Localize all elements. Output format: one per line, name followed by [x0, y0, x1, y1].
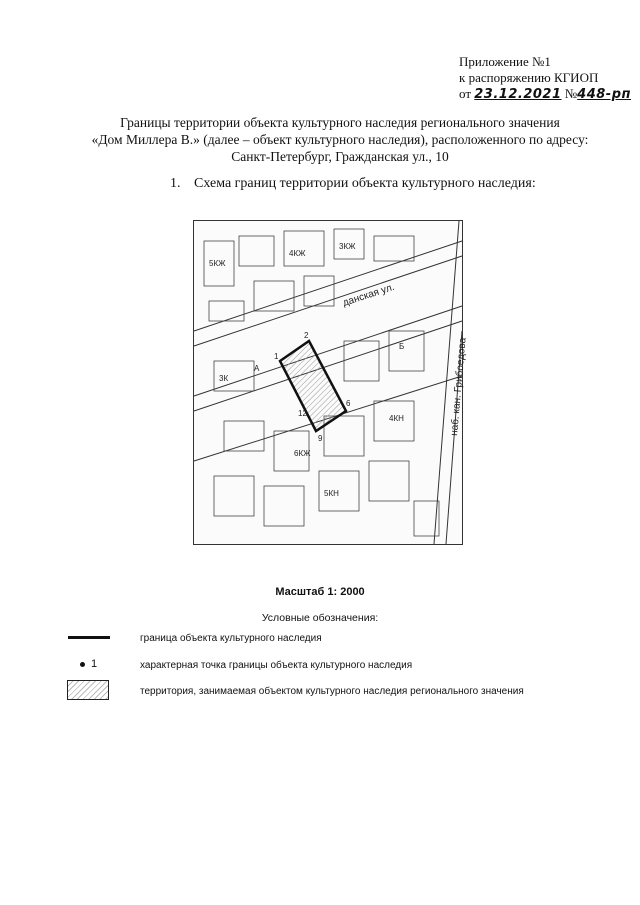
map-scale: Масштаб 1: 2000	[275, 586, 365, 598]
map-point-number: 2	[304, 331, 309, 340]
legend-symbol-area	[62, 680, 140, 702]
title-line-1: Границы территории объекта культурного наследия регионального значения	[120, 115, 560, 130]
map-building-label: Б	[399, 342, 405, 351]
map-building-label: 3К	[219, 374, 229, 383]
appendix-date: 23.12.2021	[474, 87, 562, 102]
point-dot-icon	[80, 662, 85, 667]
legend-point-label: 1	[91, 658, 98, 670]
legend-text: территория, занимаемая объектом культурного наследия регионального значения	[140, 685, 524, 697]
document-title	[60, 114, 620, 165]
legend-item-boundary	[62, 627, 322, 649]
map-building-label: 5КЖ	[209, 259, 226, 268]
appendix-date-prefix: от	[459, 86, 472, 101]
map-building-label: 4КЖ	[289, 249, 306, 258]
appendix-header	[459, 54, 631, 103]
map-building-label: 4КН	[389, 414, 404, 423]
map-point-number: 6	[346, 399, 351, 408]
legend-text: граница объекта культурного наследия	[140, 632, 322, 644]
map-point-number: 9	[318, 434, 323, 443]
map-street-label-1: данская ул.	[341, 281, 396, 309]
map-building-label: 6КЖ	[294, 449, 311, 458]
legend-text: характерная точка границы объекта культурного наследия	[140, 659, 413, 671]
heritage-object	[280, 341, 346, 431]
title-line-3: Санкт-Петербург, Гражданская ул., 10	[231, 149, 449, 164]
map-point-number: 1	[274, 352, 279, 361]
legend-item-point	[62, 654, 412, 676]
map-building-label: 5КН	[324, 489, 339, 498]
appendix-title: Приложение №1	[459, 54, 551, 69]
appendix-order-ref: к распоряжению КГИОП	[459, 70, 599, 85]
map-building-label: 3КЖ	[339, 242, 356, 251]
appendix-number-prefix: №	[564, 86, 578, 101]
map-point-number: 12	[298, 409, 307, 418]
map-building-label: А	[254, 364, 260, 373]
section-title: Схема границ территории объекта культурного наследия:	[194, 176, 536, 191]
section-number: 1.	[170, 176, 181, 191]
appendix-date-line	[459, 86, 631, 103]
appendix-number: 448-рп	[577, 87, 631, 102]
map-drawing	[194, 221, 469, 544]
boundary-map	[193, 220, 469, 545]
map-labels	[209, 242, 469, 498]
legend-heading: Условные обозначения:	[261, 612, 379, 624]
legend-symbol-point	[62, 654, 140, 676]
legend-item-area	[62, 680, 524, 702]
legend-symbol-line	[62, 627, 140, 649]
title-line-2: «Дом Миллера В.» (далее – объект культурного наследия), расположенного по адресу:	[91, 132, 589, 147]
map-street-label-2: наб. кан. Грибоедова	[449, 337, 469, 437]
section-heading	[170, 176, 536, 192]
